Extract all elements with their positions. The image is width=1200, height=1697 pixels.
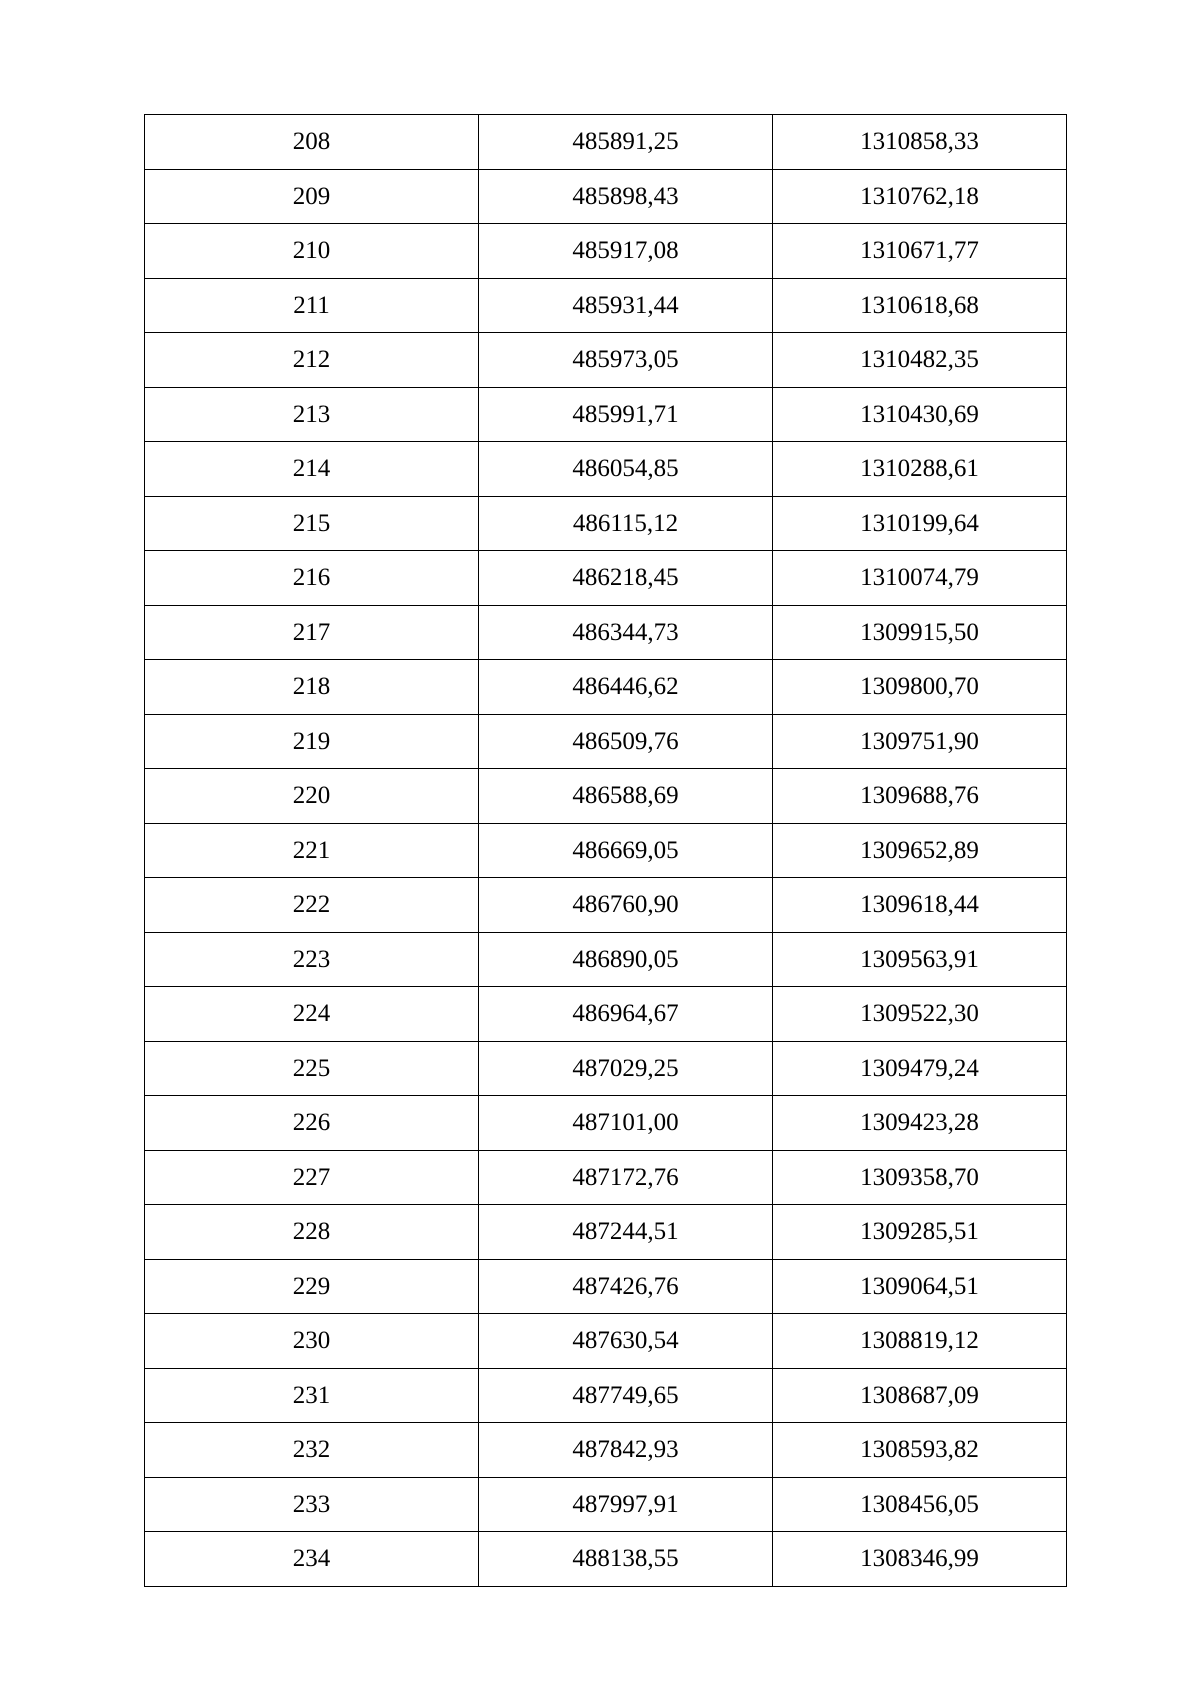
y-coordinate-cell: 1310482,35	[773, 333, 1067, 388]
table-row	[145, 605, 1067, 660]
y-coordinate-cell: 1309652,89	[773, 823, 1067, 878]
x-coordinate-cell: 485991,71	[479, 387, 773, 442]
table-row	[145, 769, 1067, 824]
y-coordinate-cell: 1309423,28	[773, 1096, 1067, 1151]
table-row	[145, 1368, 1067, 1423]
y-coordinate-cell: 1308819,12	[773, 1314, 1067, 1369]
point-number-cell: 224	[145, 987, 479, 1042]
y-coordinate-cell: 1309563,91	[773, 932, 1067, 987]
point-number-cell: 219	[145, 714, 479, 769]
table-row	[145, 1259, 1067, 1314]
point-number-cell: 212	[145, 333, 479, 388]
y-coordinate-cell: 1309522,30	[773, 987, 1067, 1042]
table-row	[145, 551, 1067, 606]
x-coordinate-cell: 487842,93	[479, 1423, 773, 1478]
table-row	[145, 987, 1067, 1042]
y-coordinate-cell: 1308346,99	[773, 1532, 1067, 1587]
table-row	[145, 496, 1067, 551]
point-number-cell: 233	[145, 1477, 479, 1532]
x-coordinate-cell: 486054,85	[479, 442, 773, 497]
table-row	[145, 714, 1067, 769]
y-coordinate-cell: 1309618,44	[773, 878, 1067, 933]
x-coordinate-cell: 486760,90	[479, 878, 773, 933]
x-coordinate-cell: 487630,54	[479, 1314, 773, 1369]
point-number-cell: 210	[145, 224, 479, 279]
y-coordinate-cell: 1309285,51	[773, 1205, 1067, 1260]
table-row	[145, 1477, 1067, 1532]
point-number-cell: 222	[145, 878, 479, 933]
y-coordinate-cell: 1308593,82	[773, 1423, 1067, 1478]
y-coordinate-cell: 1309800,70	[773, 660, 1067, 715]
table-row	[145, 660, 1067, 715]
x-coordinate-cell: 488138,55	[479, 1532, 773, 1587]
x-coordinate-cell: 485898,43	[479, 169, 773, 224]
x-coordinate-cell: 487997,91	[479, 1477, 773, 1532]
y-coordinate-cell: 1309479,24	[773, 1041, 1067, 1096]
x-coordinate-cell: 487244,51	[479, 1205, 773, 1260]
y-coordinate-cell: 1310288,61	[773, 442, 1067, 497]
x-coordinate-cell: 486218,45	[479, 551, 773, 606]
point-number-cell: 225	[145, 1041, 479, 1096]
x-coordinate-cell: 487101,00	[479, 1096, 773, 1151]
point-number-cell: 218	[145, 660, 479, 715]
table-row	[145, 823, 1067, 878]
x-coordinate-cell: 487029,25	[479, 1041, 773, 1096]
coordinates-table	[144, 114, 1067, 1587]
table-row	[145, 387, 1067, 442]
x-coordinate-cell: 486669,05	[479, 823, 773, 878]
table-row	[145, 932, 1067, 987]
point-number-cell: 220	[145, 769, 479, 824]
y-coordinate-cell: 1309688,76	[773, 769, 1067, 824]
point-number-cell: 234	[145, 1532, 479, 1587]
y-coordinate-cell: 1310762,18	[773, 169, 1067, 224]
coordinates-table-body	[145, 115, 1067, 1587]
x-coordinate-cell: 486115,12	[479, 496, 773, 551]
table-row	[145, 333, 1067, 388]
table-row	[145, 1423, 1067, 1478]
x-coordinate-cell: 485931,44	[479, 278, 773, 333]
table-row	[145, 115, 1067, 170]
x-coordinate-cell: 487426,76	[479, 1259, 773, 1314]
x-coordinate-cell: 486446,62	[479, 660, 773, 715]
y-coordinate-cell: 1309358,70	[773, 1150, 1067, 1205]
y-coordinate-cell: 1309751,90	[773, 714, 1067, 769]
table-row	[145, 1205, 1067, 1260]
point-number-cell: 231	[145, 1368, 479, 1423]
x-coordinate-cell: 487172,76	[479, 1150, 773, 1205]
y-coordinate-cell: 1308687,09	[773, 1368, 1067, 1423]
x-coordinate-cell: 486964,67	[479, 987, 773, 1042]
point-number-cell: 208	[145, 115, 479, 170]
table-row	[145, 1532, 1067, 1587]
y-coordinate-cell: 1308456,05	[773, 1477, 1067, 1532]
table-row	[145, 224, 1067, 279]
y-coordinate-cell: 1310074,79	[773, 551, 1067, 606]
point-number-cell: 232	[145, 1423, 479, 1478]
y-coordinate-cell: 1310430,69	[773, 387, 1067, 442]
point-number-cell: 216	[145, 551, 479, 606]
table-row	[145, 442, 1067, 497]
x-coordinate-cell: 485917,08	[479, 224, 773, 279]
point-number-cell: 228	[145, 1205, 479, 1260]
point-number-cell: 215	[145, 496, 479, 551]
point-number-cell: 226	[145, 1096, 479, 1151]
y-coordinate-cell: 1310858,33	[773, 115, 1067, 170]
table-row	[145, 278, 1067, 333]
y-coordinate-cell: 1310671,77	[773, 224, 1067, 279]
table-row	[145, 169, 1067, 224]
point-number-cell: 229	[145, 1259, 479, 1314]
x-coordinate-cell: 485973,05	[479, 333, 773, 388]
point-number-cell: 230	[145, 1314, 479, 1369]
table-row	[145, 1041, 1067, 1096]
table-row	[145, 878, 1067, 933]
table-row	[145, 1150, 1067, 1205]
point-number-cell: 213	[145, 387, 479, 442]
point-number-cell: 209	[145, 169, 479, 224]
x-coordinate-cell: 486890,05	[479, 932, 773, 987]
table-row	[145, 1096, 1067, 1151]
y-coordinate-cell: 1309064,51	[773, 1259, 1067, 1314]
y-coordinate-cell: 1310618,68	[773, 278, 1067, 333]
point-number-cell: 217	[145, 605, 479, 660]
point-number-cell: 211	[145, 278, 479, 333]
x-coordinate-cell: 486588,69	[479, 769, 773, 824]
point-number-cell: 227	[145, 1150, 479, 1205]
x-coordinate-cell: 485891,25	[479, 115, 773, 170]
y-coordinate-cell: 1310199,64	[773, 496, 1067, 551]
point-number-cell: 223	[145, 932, 479, 987]
point-number-cell: 221	[145, 823, 479, 878]
x-coordinate-cell: 486344,73	[479, 605, 773, 660]
table-row	[145, 1314, 1067, 1369]
point-number-cell: 214	[145, 442, 479, 497]
x-coordinate-cell: 486509,76	[479, 714, 773, 769]
x-coordinate-cell: 487749,65	[479, 1368, 773, 1423]
y-coordinate-cell: 1309915,50	[773, 605, 1067, 660]
